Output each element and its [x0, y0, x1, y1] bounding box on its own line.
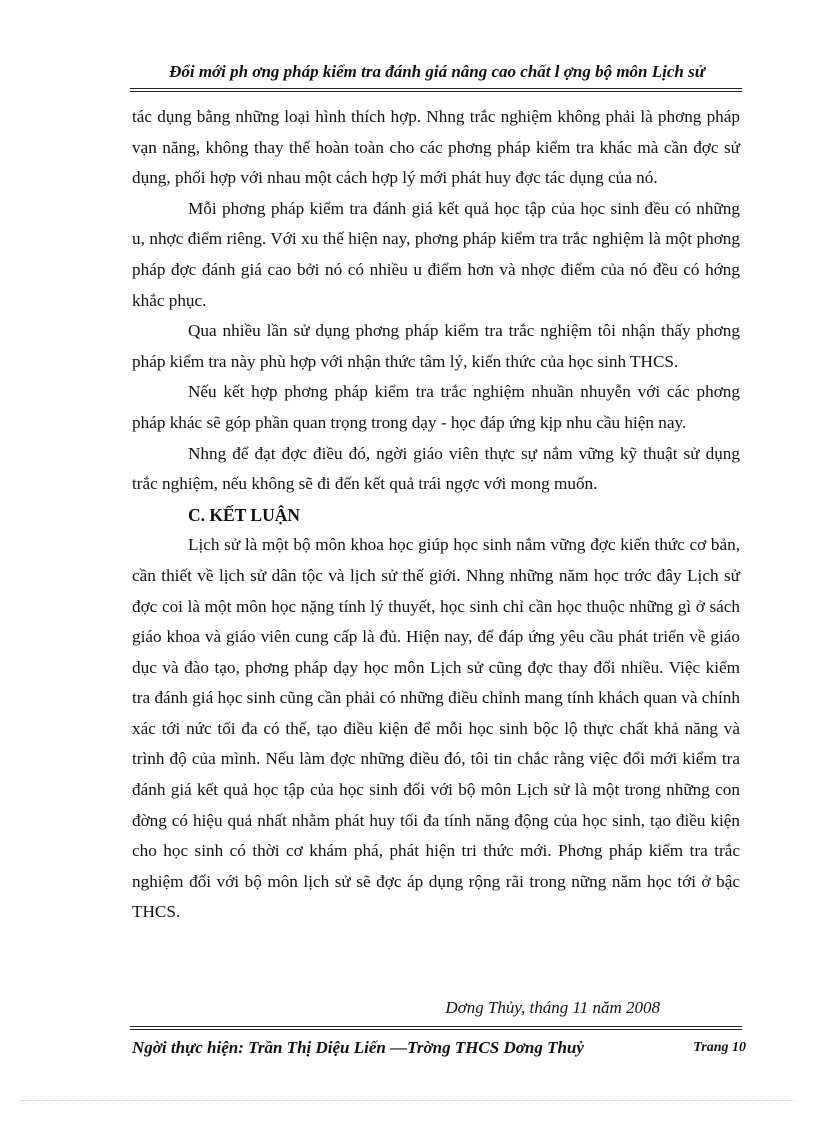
page-bottom-dotted-border	[20, 1100, 796, 1101]
paragraph: Nhng để đạt đợc điều đó, ngời giáo viên thực sự nắm vững kỹ thuật sử dụng trắc nghiệm, nếu không sẽ đi đến kết quả trái ngợc với mong muốn.	[132, 443, 740, 494]
header-rule	[130, 88, 742, 89]
page-number: Trang 10	[693, 1040, 746, 1055]
paragraph: tác dụng bằng những loại hình thích hợp. Nhng trắc nghiệm không phải là phơng pháp vạn năng, không thay thế hoàn toàn cho các phơng pháp kiểm tra khác mà cần đợc sử dụng, phối hợp với nhau một cách hợp lý mới phát huy đợc tác dụng của nó.	[132, 107, 740, 188]
footer-rule	[130, 1026, 742, 1027]
signoff-place-date: Dơng Thủy, tháng 11 năm 2008	[445, 998, 660, 1017]
header-rule-secondary	[130, 91, 742, 92]
section-heading: C. KẾT LUẬN	[188, 504, 300, 525]
conclusion-paragraph: Lịch sử là một bộ môn khoa học giúp học sinh nắm vững đợc kiến thức cơ bản, cần thiết về lịch sử dân tộc và lịch sử thế giới. Nhng những năm học trớc đây Lịch sử đợc coi là một môn học nặng tính lý thuyết, học sinh chỉ cần học thuộc những gì ở sách giáo khoa và giáo viên cung cấp là đủ. Hiện nay, để đáp ứng yêu cầu phát triển về giáo dục và đào tạo, phơng pháp dạy học môn Lịch sử cũng đợc thay đổi nhiều. Việc kiểm tra đánh giá học sinh cũng cần phải có những điều chỉnh mang tính khách quan và chính xác tới nức tối đa có thể, tạo điều kiện để mỗi học sinh bộc lộ thực chất khả năng và trình độ của mình. Nếu làm đợc những điều đó, tôi tin chắc rằng việc đổi mới kiểm tra đánh giá kết quả học tập của học sinh đối với bộ môn Lịch sử là một trong những con đờng có hiệu quả nhất nhằm phát huy tối đa tính năng động của học sinh, tạo điều kiện cho học sinh có thời cơ khám phá, phát hiện tri thức mới. Phơng pháp kiểm tra trắc nghiệm đối với bộ môn lịch sử sẽ đợc áp dụng rộng rãi trong nững năm học tới ở bậc THCS.	[132, 535, 740, 922]
footer-author: Trần Thị Diệu Liến —Trờng THCS Dơng Thuỷ	[248, 1038, 584, 1057]
footer-label: Ngời thực hiện:	[132, 1038, 249, 1057]
paragraph: Qua nhiều lần sử dụng phơng pháp kiểm tra trắc nghiệm tôi nhận thấy phơng pháp kiểm tra này phù hợp với nhận thức tâm lý, kiến thức của học sinh THCS.	[132, 321, 740, 371]
paragraph: Mỗi phơng pháp kiểm tra đánh giá kết quả học tập của học sinh đều có những u, nhợc điểm riêng. Với xu thế hiện nay, phơng pháp kiểm tra trắc nghiệm là một phơng pháp đợc đánh giá cao bởi nó có nhiều u điểm hơn và nhợc điểm của nó đều có hớng khắc phục.	[132, 198, 740, 310]
page-header-title: Đổi mới ph ơng pháp kiểm tra đánh giá nâng cao chất l ợng bộ môn Lịch sử	[169, 62, 705, 81]
body-text	[132, 102, 740, 928]
footer-rule-secondary	[130, 1029, 742, 1030]
page-footer	[132, 1038, 746, 1058]
paragraph: Nếu kết hợp phơng pháp kiểm tra trắc nghiệm nhuần nhuyễn với các phơng pháp khác sẽ góp phần quan trọng trong dạy - học đáp ứng kịp nhu cầu hiện nay.	[132, 382, 740, 432]
